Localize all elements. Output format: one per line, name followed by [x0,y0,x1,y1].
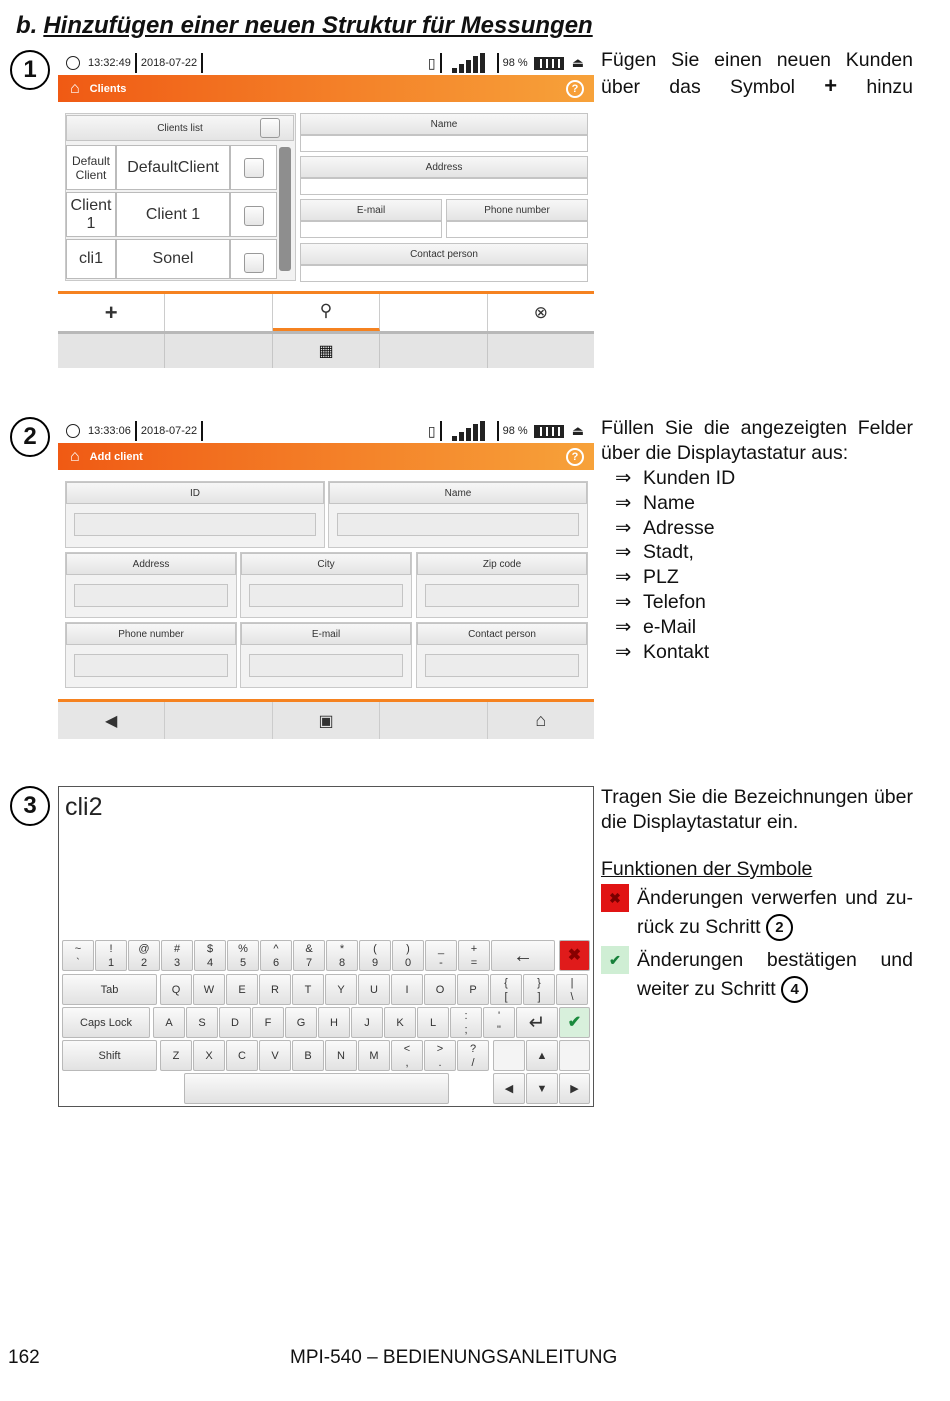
key-0[interactable]: ) 0 [392,940,424,971]
status-bar [58,51,594,75]
step-2-text: Füllen Sie die angezeigten Felder über die Displaytastatur aus: [601,417,913,464]
save-icon: ▣ [318,712,334,730]
step-3-text: Tragen Sie die Bezeichnungen über die Displaytastatur ein. [601,786,913,833]
client-short-2[interactable]: cli1 [66,239,116,279]
key-R[interactable]: R [259,974,291,1005]
city-input[interactable] [249,584,403,607]
step-1-marker: 1 [10,50,50,90]
field-list-item: ⇒ e-Mail [615,615,697,638]
back-arrow-icon: ◀ [105,712,118,730]
title-bar [58,75,594,102]
key-bracket-2[interactable]: | \ [556,974,588,1005]
plus-symbol-icon: + [824,73,838,98]
empty-toolbar-slot-a [165,702,272,739]
empty-toolbar-slot-2 [380,294,487,331]
arrow-down-key[interactable]: ▼ [526,1073,558,1104]
city-label: City [317,558,335,570]
add-client-toolbar [58,699,594,739]
field-list-item: ⇒ Name [615,491,696,514]
key-B[interactable]: B [292,1040,324,1071]
contact-value[interactable] [300,265,588,282]
delete-client-button[interactable] [488,294,594,331]
step-1-text: Fügen Sie einen neuen Kunden über das Symbol [601,49,913,98]
step-3-description [601,785,913,1004]
field-list [615,466,913,664]
zip-label: Zip code [482,558,522,570]
empty-toolbar-slot-b [380,702,487,739]
email-value[interactable] [300,221,442,238]
email-header [300,199,442,221]
zip-header [417,553,587,575]
contact-header-2 [417,623,587,645]
bottom-slot-2 [165,334,272,368]
blank-key-1[interactable] [493,1040,525,1071]
key-4[interactable]: $ 4 [194,940,226,971]
step-3-marker: 3 [10,786,50,826]
status-time: 13:32:49 [88,57,131,69]
bottom-slot-1 [58,334,165,368]
key-Z[interactable]: Z [160,1040,192,1071]
key-T[interactable]: T [292,974,324,1005]
client-name-0[interactable]: DefaultClient [116,145,230,190]
key-`[interactable]: ~ ` [62,940,94,971]
phone-label-2: Phone number [118,628,184,640]
confirm-key[interactable]: ✔ [559,1007,590,1038]
add-client-button[interactable] [58,294,165,331]
home-icon[interactable]: ⌂ [70,447,80,465]
contact-label: Contact person [410,248,478,260]
section-heading [16,12,593,40]
section-letter: b. [16,12,38,39]
plug-icon: ⏏ [571,423,584,438]
home-button[interactable] [488,702,594,739]
home-icon: ⌂ [535,710,547,730]
key-bracket-0[interactable]: { [ [490,974,522,1005]
signal-icon [452,53,487,73]
key-U[interactable]: U [358,974,390,1005]
bottom-slot-5 [488,334,594,368]
arrow-up-key[interactable]: ▲ [526,1040,558,1071]
key-E[interactable]: E [226,974,258,1005]
key-X[interactable]: X [193,1040,225,1071]
discard-text: Änderungen verwerfen und zu-rück zu Schritt [637,887,913,938]
phone-label: Phone number [484,204,550,216]
client-checkbox-0[interactable] [244,158,264,178]
status-date-2: 2018-07-22 [140,425,198,437]
key-punct2-2[interactable]: ? / [457,1040,489,1071]
status-bar-2 [58,419,594,443]
add-client-screen [58,419,594,739]
battery-icon [534,425,564,438]
step-ref-2: 2 [766,914,793,941]
key-punct2-0[interactable]: < , [391,1040,423,1071]
key-V[interactable]: V [259,1040,291,1071]
phone-header-2 [66,623,236,645]
clients-list-label: Clients list [157,122,203,134]
email-input[interactable] [249,654,403,677]
discard-key[interactable]: ✖ [559,940,590,971]
key-G[interactable]: G [285,1007,317,1038]
key-7[interactable]: & 7 [293,940,325,971]
key-bracket-1[interactable]: } ] [523,974,555,1005]
grid-icon: ▦ [318,343,334,360]
phone-input[interactable] [74,654,228,677]
select-all-checkbox[interactable] [260,118,280,138]
key-L[interactable]: L [417,1007,449,1038]
battery-percent: 98 % [502,57,528,69]
shift-key[interactable]: Shift [62,1040,157,1071]
empty-toolbar-slot-1 [165,294,272,331]
menu-button[interactable] [273,334,380,368]
client-name-2[interactable]: Sonel [116,239,230,279]
clients-toolbar [58,291,594,331]
enter-key[interactable]: ↵ [516,1007,558,1038]
client-short-1[interactable]: Client 1 [66,192,116,237]
key-A[interactable]: A [153,1007,185,1038]
field-list-item: ⇒ Adresse [615,516,715,539]
address-value[interactable] [300,178,588,195]
confirm-check-icon: ✔ [601,946,629,974]
plug-icon: ⏏ [571,55,584,70]
confirm-symbol-row [601,946,913,1004]
contact-input[interactable] [425,654,579,677]
id-label: ID [190,487,200,499]
back-button[interactable] [58,702,165,739]
page-number: 162 [8,1347,40,1368]
tab-key[interactable]: Tab [62,974,157,1005]
key-5[interactable]: % 5 [227,940,259,971]
key-Y[interactable]: Y [325,974,357,1005]
signal-icon [452,421,487,441]
zip-input[interactable] [425,584,579,607]
key-O[interactable]: O [424,974,456,1005]
address-header [300,156,588,178]
key-N[interactable]: N [325,1040,357,1071]
key-W[interactable]: W [193,974,225,1005]
key-2[interactable]: @ 2 [128,940,160,971]
key-punct-1[interactable]: ' " [483,1007,515,1038]
caps-lock-key[interactable]: Caps Lock [62,1007,150,1038]
screen-title: Clients [89,82,127,95]
name-header-2 [329,482,587,504]
client-short-0[interactable]: Default Client [66,145,116,190]
key-J[interactable]: J [351,1007,383,1038]
status-date: 2018-07-22 [140,57,198,69]
arrow-right-key[interactable]: ▶ [559,1073,590,1104]
close-circle-icon: ⊗ [533,302,548,322]
section-title: Hinzufügen einer neuen Struktur für Messungen [43,12,593,39]
name-label-2: Name [444,487,472,499]
id-header [66,482,324,504]
key-3[interactable]: # 3 [161,940,193,971]
name-input[interactable] [337,513,579,536]
field-list-item: ⇒ PLZ [615,566,679,589]
city-header [241,553,411,575]
discard-symbol-row [601,884,913,942]
backspace-key[interactable]: ← [491,940,555,971]
key-punct-0[interactable]: : ; [450,1007,482,1038]
address-header-2 [66,553,236,575]
plus-icon: + [104,299,118,325]
step-1-description [601,48,913,100]
arrow-left-key[interactable]: ◀ [493,1073,525,1104]
field-list-item: ⇒ Stadt, [615,541,694,564]
symbols-heading: Funktionen der Symbole [601,858,813,880]
title-bar-2 [58,443,594,470]
home-icon[interactable]: ⌂ [70,79,80,97]
clock-icon [66,424,80,438]
help-icon[interactable]: ? [566,448,584,466]
client-checkbox-2[interactable] [244,253,264,273]
clients-screen [58,51,594,370]
address-label-2: Address [132,558,170,570]
name-label: Name [430,118,458,130]
space-key[interactable] [184,1073,449,1104]
key-K[interactable]: K [384,1007,416,1038]
battery-icon [534,57,564,70]
clock-icon [66,56,80,70]
key-8[interactable]: * 8 [326,940,358,971]
blank-key-2[interactable] [559,1040,590,1071]
step-ref-4: 4 [781,976,808,1003]
address-input[interactable] [74,584,228,607]
key-P[interactable]: P [457,974,489,1005]
field-list-item: ⇒ Kunden ID [615,467,736,489]
save-button[interactable] [273,702,380,739]
help-icon[interactable]: ? [566,80,584,98]
search-button[interactable] [273,294,380,331]
step-2-marker: 2 [10,417,50,457]
client-name-1[interactable]: Client 1 [116,192,230,237]
key-S[interactable]: S [186,1007,218,1038]
clients-scrollbar[interactable] [279,147,291,271]
address-label: Address [425,161,463,173]
keyboard-input-text[interactable]: cli2 [65,793,103,821]
no-sim-icon: ▯ [427,422,436,439]
field-list-item: ⇒ Kontakt [615,640,710,663]
name-header [300,113,588,135]
battery-percent-2: 98 % [502,425,528,437]
key-=[interactable]: + = [458,940,490,971]
phone-value[interactable] [446,221,588,238]
key-D[interactable]: D [219,1007,251,1038]
client-checkbox-1[interactable] [244,206,264,226]
email-label: E-mail [356,204,386,216]
search-icon: ⚲ [319,301,333,320]
status-time-2: 13:33:06 [88,425,131,437]
bottom-bar [58,331,594,368]
email-label-2: E-mail [311,628,341,640]
key-C[interactable]: C [226,1040,258,1071]
name-value[interactable] [300,135,588,152]
key-Q[interactable]: Q [160,974,192,1005]
screen-title-2: Add client [89,450,143,463]
key--[interactable]: _ - [425,940,457,971]
step-1-text-end: hinzu [866,76,914,98]
field-list-item: ⇒ Telefon [615,590,706,613]
contact-header [300,243,588,265]
phone-header [446,199,588,221]
key-H[interactable]: H [318,1007,350,1038]
key-punct2-1[interactable]: > . [424,1040,456,1071]
key-F[interactable]: F [252,1007,284,1038]
confirm-text: Änderungen bestätigen und weiter zu Schritt [637,949,913,1000]
key-M[interactable]: M [358,1040,390,1071]
discard-x-icon: ✖ [601,884,629,912]
key-6[interactable]: ^ 6 [260,940,292,971]
key-9[interactable]: ( 9 [359,940,391,971]
keyboard-screen [58,786,594,1107]
contact-label-2: Contact person [468,628,536,640]
step-2-description [601,416,913,664]
no-sim-icon: ▯ [427,54,436,71]
key-1[interactable]: ! 1 [95,940,127,971]
id-input[interactable] [74,513,316,536]
bottom-slot-4 [380,334,487,368]
email-header-2 [241,623,411,645]
footer-title: MPI-540 – BEDIENUNGSANLEITUNG [290,1347,618,1368]
key-I[interactable]: I [391,974,423,1005]
